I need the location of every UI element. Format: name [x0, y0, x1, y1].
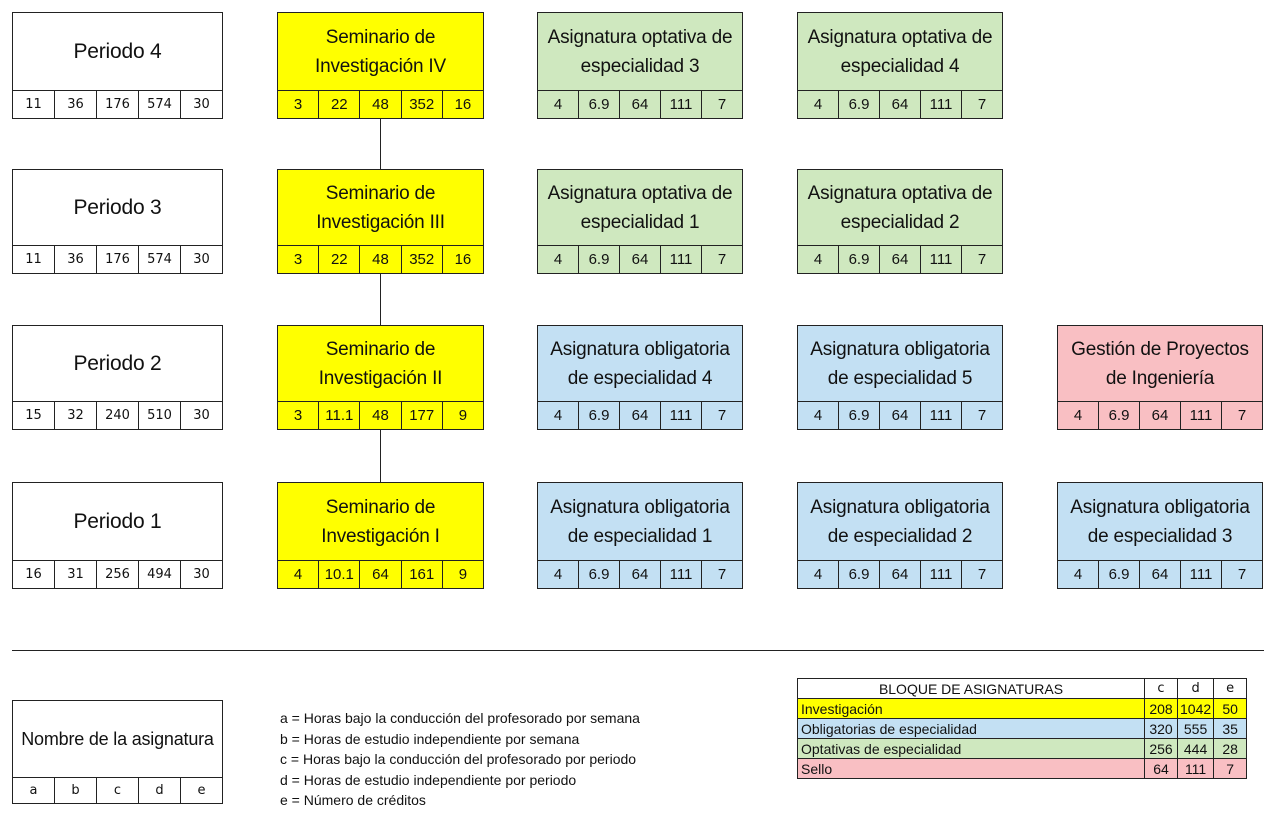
value-cell: 30 [180, 91, 222, 118]
value-cell: 4 [813, 96, 823, 113]
value-cell: 111 [660, 91, 701, 118]
block-summary-table [797, 678, 1247, 779]
value-cell: 48 [359, 402, 400, 429]
course-values [278, 90, 483, 118]
period-values [13, 560, 222, 588]
block-c: 320 [1145, 719, 1178, 739]
course-box [797, 169, 1003, 274]
value-cell: 6.9 [838, 91, 879, 118]
value-cell: 176 [96, 246, 138, 273]
note-e: e = Número de créditos [280, 792, 426, 808]
value-cell: 11.1 [318, 402, 359, 429]
note-c: c = Horas bajo la conducción del profesorado por periodo [280, 751, 637, 767]
value-cell: 510 [138, 402, 180, 429]
period-name: Periodo 2 [73, 352, 162, 375]
prerequisite-line [380, 118, 381, 170]
course-box [537, 169, 743, 274]
value-cell: 64 [1139, 561, 1180, 588]
value-cell: 161 [401, 561, 442, 588]
value-cell: 4 [813, 407, 823, 424]
value-cell: 3 [293, 407, 303, 424]
block-d: 444 [1178, 739, 1214, 759]
value-cell: 494 [138, 561, 180, 588]
value-cell: 7 [1221, 402, 1262, 429]
course-values [278, 245, 483, 273]
value-cell: 64 [1139, 402, 1180, 429]
value-cell: 22 [318, 91, 359, 118]
note-b: b = Horas de estudio independiente por semana [280, 730, 580, 747]
value-cell: 352 [401, 246, 442, 273]
value-cell: 352 [401, 91, 442, 118]
value-cell: 7 [701, 402, 742, 429]
value-cell: 3 [293, 96, 303, 113]
course-values [278, 401, 483, 429]
course-name: Seminario de Investigación II [318, 338, 443, 389]
value-cell: 6.9 [1098, 561, 1139, 588]
value-cell: 15 [25, 408, 42, 423]
course-name: Asignatura obligatoria de especialidad 3 [1070, 496, 1250, 547]
value-cell: 48 [359, 91, 400, 118]
course-values [278, 560, 483, 588]
prerequisite-line [380, 429, 381, 483]
course-box [797, 482, 1003, 589]
value-cell: 4 [813, 251, 823, 268]
legend-name: Nombre de la asignatura [21, 728, 214, 749]
value-cell: 36 [54, 91, 96, 118]
value-cell: 64 [879, 91, 920, 118]
period-1-box [12, 482, 223, 589]
value-cell: 6.9 [838, 561, 879, 588]
value-cell: 6.9 [578, 402, 619, 429]
value-cell: 4 [553, 251, 563, 268]
course-values [538, 90, 742, 118]
course-name: Seminario de Investigación I [321, 496, 440, 547]
course-values [1058, 401, 1262, 429]
value-cell: 574 [138, 246, 180, 273]
course-name: Asignatura obligatoria de especialidad 4 [550, 338, 730, 389]
value-cell: 64 [879, 246, 920, 273]
value-cell: 64 [619, 246, 660, 273]
value-cell: 6.9 [578, 91, 619, 118]
block-e: 28 [1214, 739, 1247, 759]
value-cell: 177 [401, 402, 442, 429]
legend-letter: b [54, 778, 96, 803]
value-cell: 4 [1073, 407, 1083, 424]
block-label: Sello [798, 759, 1145, 779]
header-label: BLOQUE DE ASIGNATURAS [798, 679, 1145, 699]
header-e: e [1214, 679, 1247, 699]
course-values [798, 560, 1002, 588]
value-cell: 3 [293, 251, 303, 268]
value-cell: 64 [359, 561, 400, 588]
course-name: Asignatura obligatoria de especialidad 5 [810, 338, 990, 389]
value-cell: 48 [359, 246, 400, 273]
course-values [538, 560, 742, 588]
period-name: Periodo 4 [73, 40, 162, 63]
value-cell: 11 [25, 97, 42, 112]
table-row [798, 759, 1247, 779]
value-cell: 64 [879, 561, 920, 588]
legend-letter: d [138, 778, 180, 803]
block-label: Obligatorias de especialidad [798, 719, 1145, 739]
legend-box [12, 700, 223, 804]
block-c: 256 [1145, 739, 1178, 759]
value-cell: 10.1 [318, 561, 359, 588]
block-d: 111 [1178, 759, 1214, 779]
period-4-box [12, 12, 223, 119]
value-cell: 7 [701, 246, 742, 273]
value-cell: 9 [442, 561, 483, 588]
value-cell: 16 [442, 91, 483, 118]
block-label: Optativas de especialidad [798, 739, 1145, 759]
course-box [537, 12, 743, 119]
block-label: Investigación [798, 699, 1145, 719]
value-cell: 36 [54, 246, 96, 273]
course-name: Asignatura optativa de especialidad 2 [807, 182, 993, 233]
header-d: d [1178, 679, 1214, 699]
value-cell: 7 [961, 246, 1002, 273]
course-values [538, 401, 742, 429]
value-cell: 7 [961, 91, 1002, 118]
legend-letters [13, 777, 222, 803]
value-cell: 111 [920, 402, 961, 429]
course-values [798, 90, 1002, 118]
legend-letter: a [29, 783, 38, 798]
course-name: Seminario de Investigación III [316, 182, 445, 233]
table-header-row [798, 679, 1247, 699]
course-box [1057, 482, 1263, 589]
value-cell: 30 [180, 561, 222, 588]
value-cell: 7 [701, 561, 742, 588]
value-cell: 4 [553, 407, 563, 424]
value-cell: 6.9 [838, 402, 879, 429]
value-cell: 111 [920, 91, 961, 118]
block-e: 7 [1214, 759, 1247, 779]
course-name: Asignatura optativa de especialidad 1 [547, 182, 733, 233]
table-row [798, 699, 1247, 719]
block-d: 1042 [1178, 699, 1214, 719]
course-name: Gestión de Proyectos de Ingeniería [1071, 338, 1249, 389]
value-cell: 9 [442, 402, 483, 429]
course-box [797, 12, 1003, 119]
course-name: Asignatura obligatoria de especialidad 2 [810, 496, 990, 547]
value-cell: 6.9 [838, 246, 879, 273]
course-box [797, 325, 1003, 430]
prerequisite-line [380, 273, 381, 326]
value-cell: 6.9 [578, 246, 619, 273]
period-name: Periodo 3 [73, 196, 162, 219]
value-cell: 111 [660, 246, 701, 273]
value-cell: 240 [96, 402, 138, 429]
course-values [1058, 560, 1262, 588]
value-cell: 30 [180, 246, 222, 273]
value-cell: 111 [660, 402, 701, 429]
value-cell: 7 [961, 561, 1002, 588]
legend-notes [280, 708, 640, 811]
course-box [1057, 325, 1263, 430]
value-cell: 4 [553, 96, 563, 113]
course-name: Asignatura obligatoria de especialidad 1 [550, 496, 730, 547]
table-row [798, 719, 1247, 739]
value-cell: 111 [1180, 402, 1221, 429]
value-cell: 64 [619, 561, 660, 588]
course-box [277, 325, 484, 430]
period-values [13, 401, 222, 429]
value-cell: 111 [920, 246, 961, 273]
value-cell: 4 [293, 566, 303, 583]
value-cell: 6.9 [1098, 402, 1139, 429]
block-e: 35 [1214, 719, 1247, 739]
course-values [798, 401, 1002, 429]
course-box [537, 482, 743, 589]
note-d: d = Horas de estudio independiente por periodo [280, 771, 577, 788]
period-2-box [12, 325, 223, 430]
table-row [798, 739, 1247, 759]
value-cell: 32 [54, 402, 96, 429]
course-name: Seminario de Investigación IV [315, 26, 446, 77]
value-cell: 574 [138, 91, 180, 118]
value-cell: 256 [96, 561, 138, 588]
section-divider [12, 650, 1264, 651]
period-name: Periodo 1 [73, 510, 162, 533]
value-cell: 64 [619, 402, 660, 429]
value-cell: 7 [701, 91, 742, 118]
period-values [13, 90, 222, 118]
value-cell: 111 [1180, 561, 1221, 588]
value-cell: 16 [25, 567, 42, 582]
course-values [538, 245, 742, 273]
course-name: Asignatura optativa de especialidad 3 [547, 26, 733, 77]
note-a: a = Horas bajo la conducción del profesorado por semana [280, 710, 640, 726]
value-cell: 30 [180, 402, 222, 429]
course-name: Asignatura optativa de especialidad 4 [807, 26, 993, 77]
legend-letter: e [180, 778, 222, 803]
value-cell: 111 [660, 561, 701, 588]
value-cell: 7 [1221, 561, 1262, 588]
header-c: c [1145, 679, 1178, 699]
course-box [277, 169, 484, 274]
value-cell: 64 [879, 402, 920, 429]
block-e: 50 [1214, 699, 1247, 719]
legend-letter: c [96, 778, 138, 803]
value-cell: 11 [25, 252, 42, 267]
value-cell: 22 [318, 246, 359, 273]
course-box [537, 325, 743, 430]
value-cell: 7 [961, 402, 1002, 429]
value-cell: 31 [54, 561, 96, 588]
value-cell: 4 [1073, 566, 1083, 583]
course-box [277, 482, 484, 589]
value-cell: 16 [442, 246, 483, 273]
course-values [798, 245, 1002, 273]
period-values [13, 245, 222, 273]
block-c: 64 [1145, 759, 1178, 779]
period-3-box [12, 169, 223, 274]
value-cell: 111 [920, 561, 961, 588]
value-cell: 4 [813, 566, 823, 583]
value-cell: 4 [553, 566, 563, 583]
block-c: 208 [1145, 699, 1178, 719]
value-cell: 176 [96, 91, 138, 118]
block-d: 555 [1178, 719, 1214, 739]
course-box [277, 12, 484, 119]
value-cell: 64 [619, 91, 660, 118]
value-cell: 6.9 [578, 561, 619, 588]
